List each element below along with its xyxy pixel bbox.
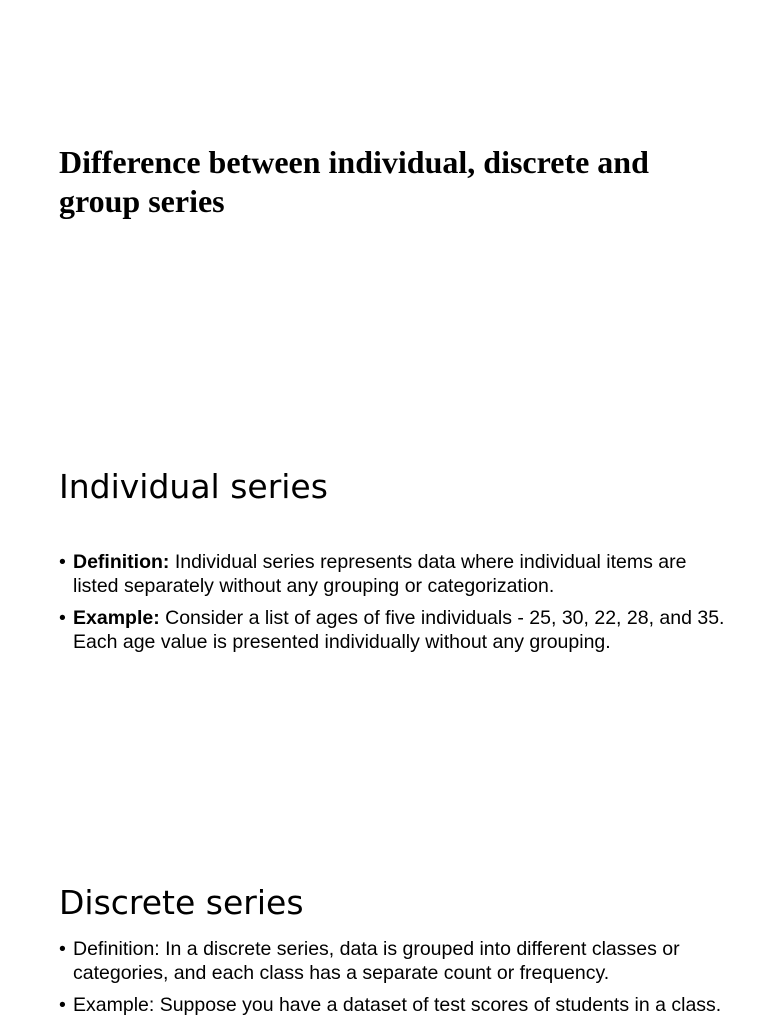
list-item — [59, 550, 729, 598]
discrete-series-heading: Discrete series — [59, 883, 304, 922]
bullet-text: Definition: In a discrete series, data is grouped into different classes or categories, and each class has a separate count or frequency. — [73, 938, 680, 984]
discrete-series-bullets — [59, 937, 729, 1024]
individual-series-bullets — [59, 550, 729, 662]
bullet-icon: • — [59, 551, 66, 573]
list-item — [59, 937, 729, 985]
bullet-text: Example: Suppose you have a dataset of test scores of students in a class. — [73, 994, 722, 1016]
list-item — [59, 606, 729, 654]
bullet-icon: • — [59, 938, 66, 960]
bullet-icon: • — [59, 607, 66, 629]
individual-series-heading: Individual series — [59, 467, 328, 506]
page-title: Difference between individual, discrete and group series — [59, 144, 649, 219]
bullet-label: Example: — [73, 607, 160, 629]
bullet-icon: • — [59, 994, 66, 1016]
bullet-text: Individual series represents data where individual items are listed separately without any grouping or categorization. — [73, 551, 687, 597]
list-item — [59, 993, 729, 1017]
bullet-text: Consider a list of ages of five individuals - 25, 30, 22, 28, and 35. Each age value is presented individually without any grouping. — [73, 607, 725, 653]
bullet-label: Definition: — [73, 551, 170, 573]
